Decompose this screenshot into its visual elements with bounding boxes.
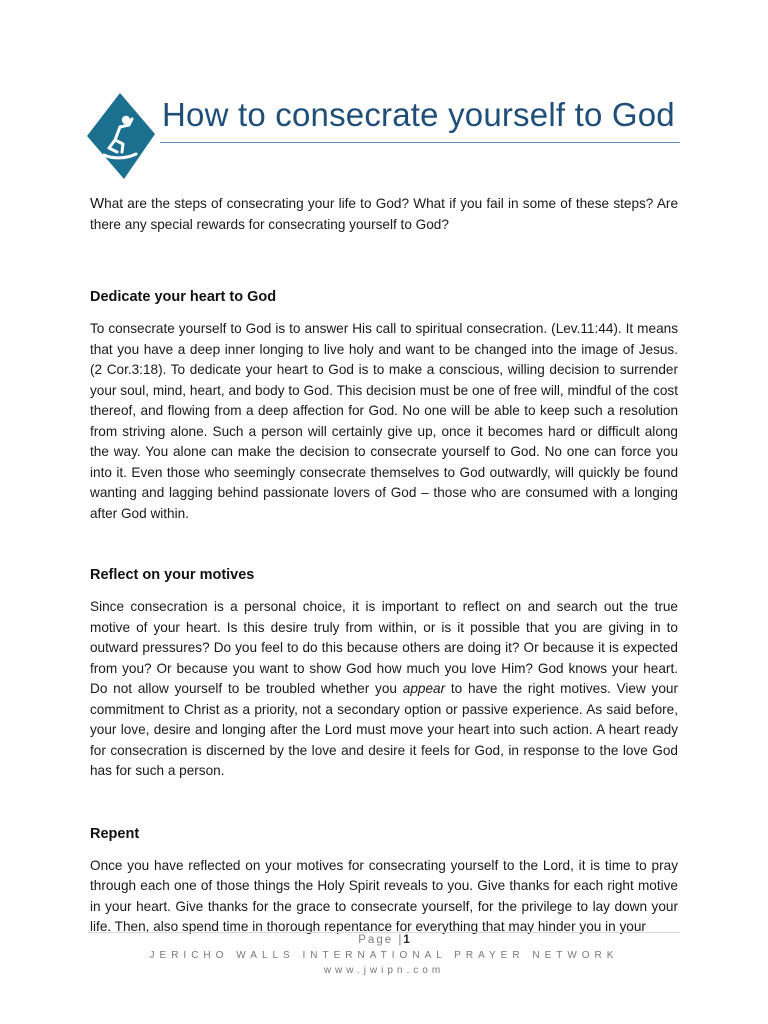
- heading-dedicate-heart: Dedicate your heart to God: [90, 289, 277, 305]
- intro-first-letter: W: [90, 195, 105, 212]
- title-underline: [160, 142, 680, 143]
- reflect-emphasis-appear: appear: [402, 681, 446, 696]
- document-header: [86, 92, 680, 182]
- paragraph-reflect-motives: [90, 597, 678, 782]
- heading-reflect-motives: Reflect on your motives: [90, 567, 255, 583]
- page-number: 1: [403, 934, 410, 946]
- reflect-text-part-1: Since consecration is a personal choice, it is important to reflect on and search out the true motive of your heart. Is this desire truly from within, or is it possible that you are giving in to outward pressures? Do you feel to do this because others are doing it? Or because it is expected from you? Or because you want to show God how much you love Him? God knows your heart. Do not allow yourself to be troubled whether you: [90, 599, 678, 696]
- intro-text: hat are the steps of consecrating your life to God? What if you fail in some of these steps? Are there any special rewards for consecrating yourself to God?: [90, 196, 678, 232]
- intro-paragraph: [90, 194, 678, 235]
- paragraph-repent: Once you have reflected on your motives for consecrating yourself to the Lord, it is time to pray through each one of those things the Holy Spirit reveals to you. Give thanks for each right motive in your heart. Give thanks for the grace to consecrate yourself, for the privilege to lay down your life. Then, also spend time in thorough repentance for everything that may hinder you in your: [90, 857, 678, 934]
- footer-organization: JERICHO WALLS INTERNATIONAL PRAYER NETWORK: [149, 950, 619, 961]
- footer-divider: [88, 932, 680, 933]
- reflect-text-part-2: to have the right motives. View your commitment to Christ as a priority, not a secondary option or passive experience. As said before, your love, desire and longing after the Lord must move your heart into such action. A heart ready for consecration is discerned by the love and desire it feels for God, in response to the love God has for such a person.: [90, 681, 679, 778]
- footer-website: www.jwipn.com: [323, 965, 445, 976]
- paragraph-dedicate-heart: To consecrate yourself to God is to answer His call to spiritual consecration. (Lev.11:44). It means that you have a deep inner longing to live holy and want to be changed into the image of Jesus. (2 Cor.3:18). To dedicate your heart to God is to make a conscious, willing decision to surrender your soul, mind, heart, and body to God. This decision must be one of free will, mindful of the cost thereof, and flowing from a deep affection for God. No one will be able to keep such a resolution from striving alone. Such a person will certainly give up, once it becomes hard or difficult along the way. You alone can make the decision to consecrate yourself to God. No one can force you into it. Even those who seemingly consecrate themselves to God outwardly, will quickly be found wanting and lagging behind passionate lovers of God – those who are consumed with a longing after God within.: [90, 321, 678, 521]
- kneeling-prayer-logo-icon: [86, 92, 156, 180]
- document-body: [90, 194, 678, 938]
- heading-repent: Repent: [90, 825, 140, 842]
- page-title: How to consecrate yourself to God: [162, 96, 675, 133]
- page-label: Page |: [358, 934, 404, 946]
- page-number-line: [0, 934, 768, 946]
